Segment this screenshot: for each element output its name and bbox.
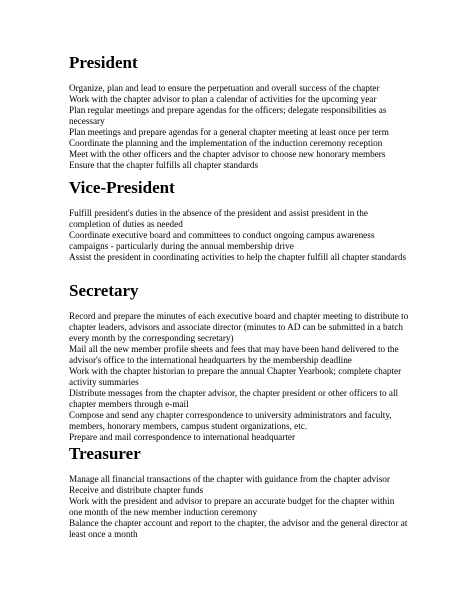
duty-item: Coordinate executive board and committees to conduct ongoing campus awareness campaigns - particularly during the annual membership drive bbox=[69, 230, 375, 251]
duty-item: Work with the president and advisor to prepare an accurate budget for the chapter within one month of the new member induction ceremony bbox=[69, 496, 395, 517]
duty-item: Plan meetings and prepare agendas for a general chapter meeting at least once per term bbox=[69, 127, 389, 137]
duty-item: Ensure that the chapter fulfills all chapter standards bbox=[69, 160, 259, 170]
duty-list bbox=[69, 474, 409, 540]
duty-item: Plan regular meetings and prepare agendas for the officers; delegate responsibilities as necessary bbox=[69, 105, 387, 126]
section-heading: Treasurer bbox=[69, 444, 141, 463]
duty-item: Fulfill president's duties in the absence of the president and assist president in the completion of duties as needed bbox=[69, 208, 368, 229]
duty-item: Work with the chapter historian to prepare the annual Chapter Yearbook; complete chapter activity summaries bbox=[69, 366, 402, 387]
duty-item: Distribute messages from the chapter advisor, the chapter president or other officers to all chapter members through e-mail bbox=[69, 388, 399, 409]
duty-item: Balance the chapter account and report to the chapter, the advisor and the general director at least once a month bbox=[69, 518, 408, 539]
section-vice-president bbox=[69, 178, 409, 263]
duty-item: Assist the president in coordinating activities to help the chapter fulfill all chapter standards bbox=[69, 252, 407, 262]
duty-item: Mail all the new member profile sheets and fees that may have been hand delivered to the advisor's office to the international headquarters by the membership deadline bbox=[69, 344, 399, 365]
duty-item: Compose and send any chapter correspondence to university administrators and faculty, members, honorary members, campus student organizations, etc. bbox=[69, 410, 392, 431]
duty-list bbox=[69, 311, 409, 443]
duty-list bbox=[69, 83, 409, 171]
section-heading: President bbox=[69, 53, 138, 72]
duty-item: Prepare and mail correspondence to international headquarter bbox=[69, 432, 296, 442]
duty-item: Coordinate the planning and the implementation of the induction ceremony reception bbox=[69, 138, 383, 148]
duty-list bbox=[69, 208, 409, 263]
section-treasurer bbox=[69, 444, 409, 540]
section-secretary bbox=[69, 281, 409, 443]
duty-item: Record and prepare the minutes of each executive board and chapter meeting to distribute to chapter leaders, advisors and associate director (minutes to AD can be submitted in a batch every month by the corresponding secretary) bbox=[69, 311, 409, 343]
duty-item: Meet with the other officers and the chapter advisor to choose new honorary members bbox=[69, 149, 386, 159]
duty-item: Receive and distribute chapter funds bbox=[69, 485, 204, 495]
section-heading: Vice-President bbox=[69, 178, 175, 197]
section-heading: Secretary bbox=[69, 281, 139, 300]
section-president bbox=[69, 53, 409, 171]
duty-item: Manage all financial transactions of the chapter with guidance from the chapter advisor bbox=[69, 474, 390, 484]
duty-item: Work with the chapter advisor to plan a calendar of activities for the upcoming year bbox=[69, 94, 377, 104]
duty-item: Organize, plan and lead to ensure the perpetuation and overall success of the chapter bbox=[69, 83, 380, 93]
